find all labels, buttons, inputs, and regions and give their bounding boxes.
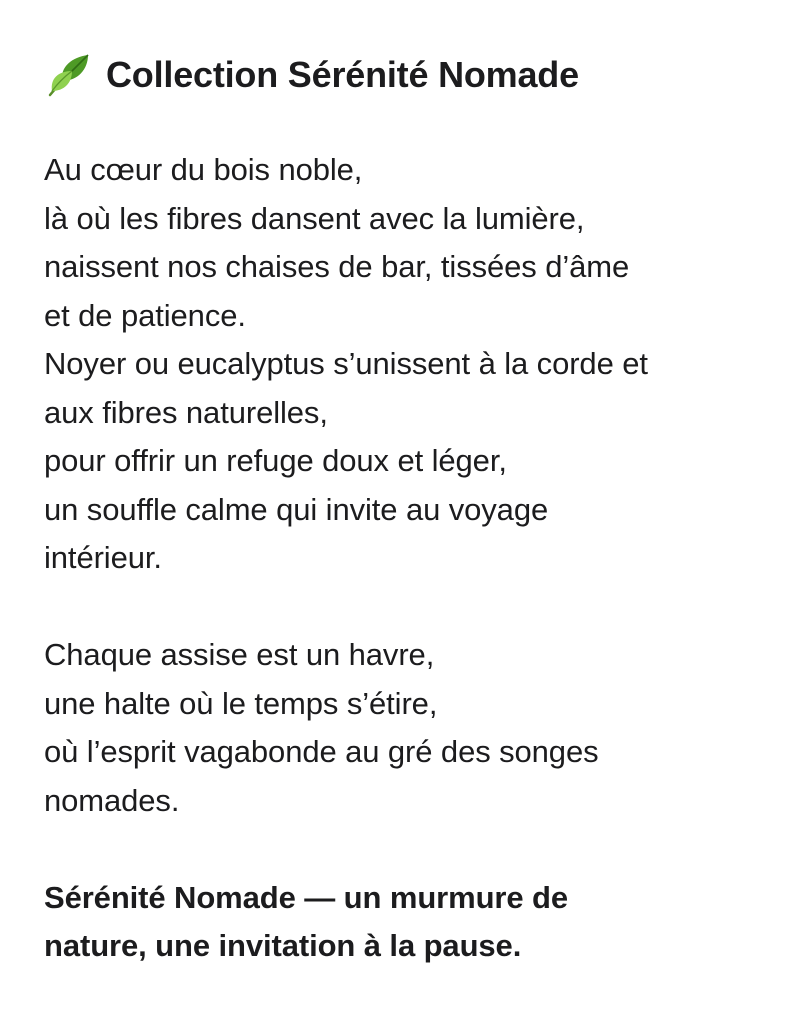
- poem-line: et de patience.: [44, 297, 246, 333]
- poem-line: intérieur.: [44, 540, 162, 575]
- poem-body: [44, 146, 759, 971]
- poem-line: une halte où le temps s’étire,: [44, 685, 438, 721]
- poem-line: nomades.: [44, 782, 180, 818]
- stanza-1: [44, 146, 759, 583]
- title-row: [44, 44, 759, 106]
- poem-line: Chaque assise est un havre,: [44, 637, 435, 672]
- closing-statement: [44, 874, 759, 971]
- closing-line: nature, une invitation à la pause.: [44, 928, 522, 963]
- closing-line: Sérénité Nomade — un murmure de: [44, 879, 569, 915]
- stanza-2: [44, 631, 759, 825]
- poem-line: un souffle calme qui invite au voyage: [44, 491, 549, 527]
- page-title: Collection Sérénité Nomade: [106, 54, 579, 95]
- poem-line: naissent nos chaises de bar, tissées d’âme: [44, 249, 630, 284]
- poem-line: Au cœur du bois noble,: [44, 152, 363, 187]
- poem-line: Noyer ou eucalyptus s’unissent à la corde et: [44, 346, 648, 381]
- poem-line: là où les fibres dansent avec la lumière,: [44, 200, 585, 236]
- poem-line: pour offrir un refuge doux et léger,: [44, 443, 507, 478]
- leaf-icon: [44, 51, 92, 99]
- poem-line: aux fibres naturelles,: [44, 394, 328, 430]
- poem-line: où l’esprit vagabonde au gré des songes: [44, 734, 599, 769]
